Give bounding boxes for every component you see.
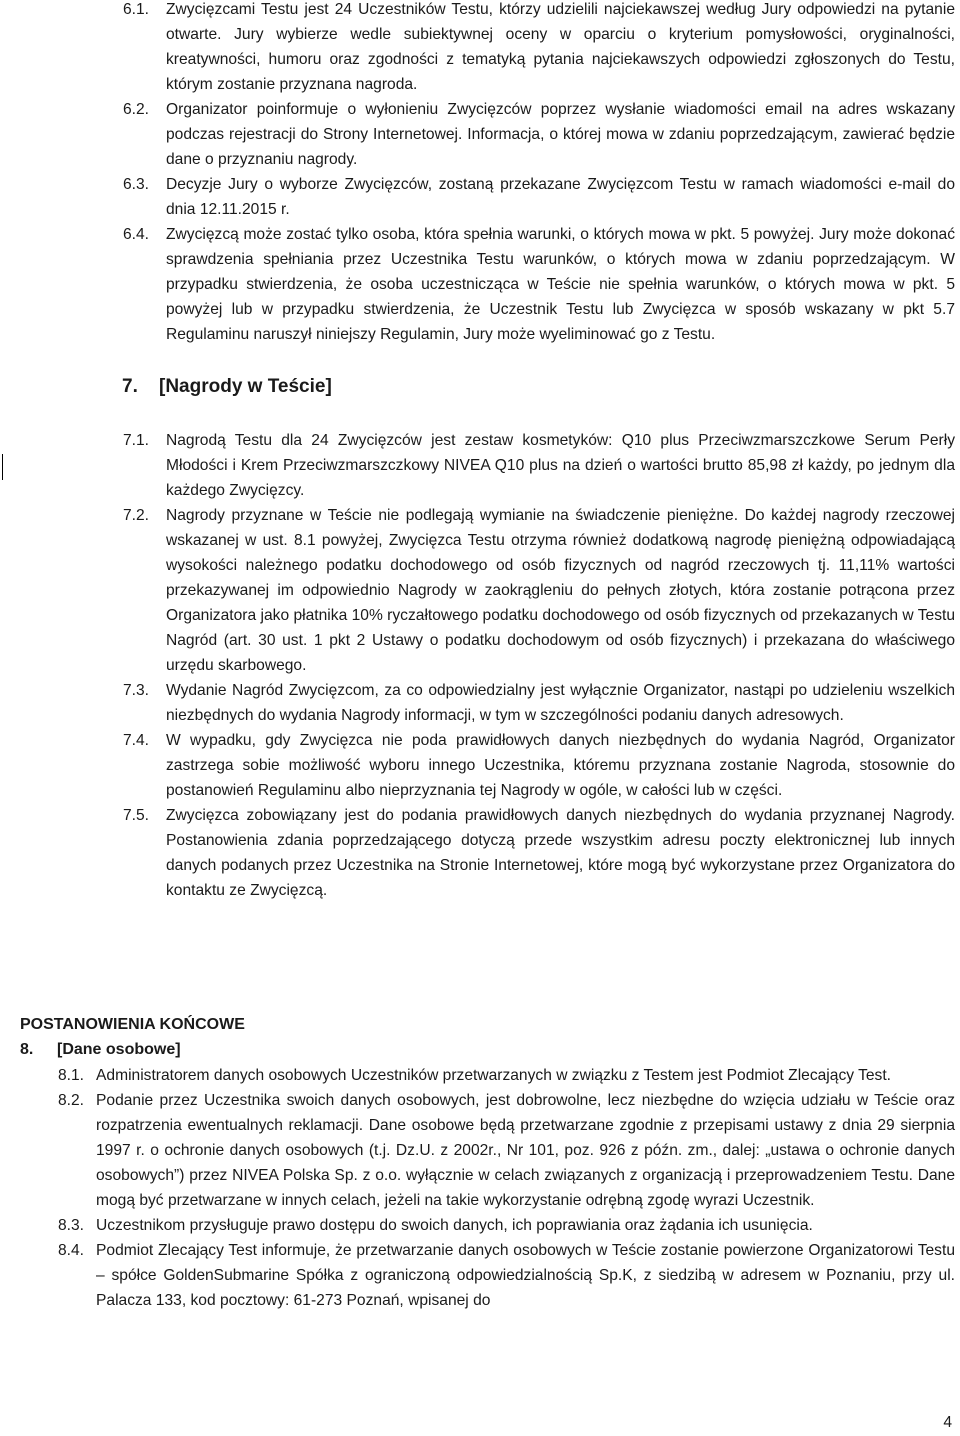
- revision-bar: [2, 454, 3, 480]
- paragraph-7-3: [123, 678, 955, 728]
- section-8: [58, 1063, 955, 1313]
- paragraph-number: 8.1.: [58, 1067, 85, 1084]
- paragraph-number: 7.2.: [123, 507, 150, 524]
- section-title: [Dane osobowe]: [57, 1041, 181, 1058]
- paragraph-text: Nagrodą Testu dla 24 Zwycięzców jest zestaw kosmetyków: Q10 plus Przeciwzmarszczkowe Serum Perły Młodości i Krem Przeciwzmarszczkowy NIVEA Q10 plus na dzień o wartości brutto 85,98 zł każdy, po jednym dla każdego Zwycięzcy.: [166, 432, 955, 499]
- paragraph-7-4: [123, 728, 955, 803]
- paragraph-text: Podanie przez Uczestnika swoich danych osobowych, jest dobrowolne, lecz niezbędne do wzięcia udziału w Teście oraz rozpatrzenia ewentualnych reklamacji. Dane osobowe będą przetwarzane zgodnie z przepisami ustawy z dnia 29 sierpnia 1997 r. o ochronie danych osobowych (t.j. Dz.U. z 2002r., Nr 101, poz. 926 z późn. zm., dalej: „ustawa o ochronie danych osobowych”) przez NIVEA Polska Sp. z o.o. wyłącznie w celach związanych z organizacją i przeprowadzeniem Testu. Dane mogą być przetwarzane w innych celach, jeżeli na takie wykorzystanie odrębną zgodę wyrazi Uczestnik.: [96, 1092, 955, 1209]
- section-number: 7.: [122, 376, 138, 397]
- paragraph-text: Administratorem danych osobowych Uczestników przetwarzanych w związku z Testem jest Podmiot Zlecający Test.: [96, 1067, 892, 1084]
- paragraph-number: 7.4.: [123, 732, 150, 749]
- paragraph-text: Podmiot Zlecający Test informuje, że przetwarzanie danych osobowych w Teście zostanie powierzone Organizatorowi Testu – spółce GoldenSubmarine Spółka z ograniczoną odpowiedzialnością Sp.K, z siedzibą w adresem w Poznaniu, przy ul. Palacza 133, kod pocztowy: 61-273 Poznań, wpisanej do: [96, 1242, 955, 1309]
- paragraph-6-4: [123, 222, 955, 347]
- paragraph-text: W wypadku, gdy Zwycięzca nie poda prawidłowych danych niezbędnych do wydania Nagród, Organizator zastrzega sobie możliwość wyboru innego Uczestnika, któremu przyznana zostanie Nagroda, stosownie do postanowień Regulaminu albo nieprzyznania tej Nagrody w ogóle, w całości lub w części.: [166, 732, 955, 799]
- section-title: [Nagrody w Teście]: [159, 376, 332, 397]
- paragraph-6-2: [123, 97, 955, 172]
- paragraph-number: 6.2.: [123, 101, 150, 118]
- paragraph-6-1: [123, 0, 955, 97]
- paragraph-number: 7.1.: [123, 432, 150, 449]
- paragraph-text: Organizator poinformuje o wyłonieniu Zwycięzców poprzez wysłanie wiadomości email na adres wskazany podczas rejestracji do Strony Internetowej. Informacja, o której mowa w zdaniu poprzedzającym, zawierać będzie dane o przyznaniu nagrody.: [166, 101, 955, 168]
- paragraph-7-2: [123, 503, 955, 678]
- section-number: 8.: [20, 1041, 34, 1058]
- page-number: 4: [943, 1414, 952, 1431]
- final-provisions-heading: POSTANOWIENIA KOŃCOWE: [20, 1016, 245, 1033]
- paragraph-7-1: [123, 428, 955, 503]
- paragraph-8-3: [58, 1213, 955, 1238]
- section-6: [123, 0, 955, 347]
- paragraph-8-1: [58, 1063, 955, 1088]
- paragraph-text: Zwycięzcami Testu jest 24 Uczestników Testu, którzy udzielili najciekawszej według Jury odpowiedzi na pytanie otwarte. Jury wybierze wedle subiektywnej oceny w oparciu o kryterium pomysłowości, oryginalności, kreatywności, humoru oraz zgodności z tematyką pytania najciekawszych odpowiedzi zgłoszonych do Testu, którym zostanie przyznana nagroda.: [166, 1, 955, 93]
- paragraph-number: 8.2.: [58, 1092, 85, 1109]
- section-7-heading: [122, 373, 332, 401]
- paragraph-text: Nagrody przyznane w Teście nie podlegają wymianie na świadczenie pieniężne. Do każdej nagrody rzeczowej wskazanej w ust. 8.1 powyżej, Zwycięzca Testu otrzyma również dodatkową nagrodę pieniężną odpowiadającą wysokości należnego podatku dochodowego od osób fizycznych od nagród rzeczowych tj. 11,11% wartości przekazywanej im odpowiednio Nagrody w zaokrągleniu do pełnych złotych, która zostanie potrącona przez Organizatora jako płatnika 10% ryczałtowego podatku dochodowego od osób fizycznych od przekazanych w Testu Nagród (art. 30 ust. 1 pkt 2 Ustawy o podatku dochodowym od osób fizycznych) i przekazana do właściwego urzędu skarbowego.: [166, 507, 955, 674]
- paragraph-text: Uczestnikom przysługuje prawo dostępu do swoich danych, ich poprawiania oraz żądania ich usunięcia.: [96, 1217, 813, 1234]
- paragraph-number: 8.4.: [58, 1242, 85, 1259]
- paragraph-number: 7.5.: [123, 807, 150, 824]
- paragraph-8-2: [58, 1088, 955, 1213]
- paragraph-text: Zwycięzca zobowiązany jest do podania prawidłowych danych niezbędnych do wydania przyznanej Nagrody. Postanowienia zdania poprzedzającego dotyczą przede wszystkim adresu poczty elektronicznej lub innych danych podanych przez Uczestnika na Stronie Internetowej, które mogą być wykorzystane przez Organizatora do kontaktu ze Zwycięzcą.: [166, 807, 955, 899]
- paragraph-number: 8.3.: [58, 1217, 85, 1234]
- paragraph-number: 7.3.: [123, 682, 150, 699]
- paragraph-number: 6.3.: [123, 176, 150, 193]
- paragraph-8-4: [58, 1238, 955, 1313]
- paragraph-number: 6.4.: [123, 226, 150, 243]
- paragraph-6-3: [123, 172, 955, 222]
- paragraph-text: Wydanie Nagród Zwycięzcom, za co odpowiedzialny jest wyłącznie Organizator, nastąpi po udzieleniu wszelkich niezbędnych do wydania Nagrody informacji, w tym w szczególności podaniu danych adresowych.: [166, 682, 955, 724]
- paragraph-text: Decyzje Jury o wyborze Zwycięzców, zostaną przekazane Zwycięzcom Testu w ramach wiadomości e-mail do dnia 12.11.2015 r.: [166, 176, 955, 218]
- section-8-heading: [20, 1037, 181, 1063]
- section-7: [123, 428, 955, 903]
- paragraph-text: Zwycięzcą może zostać tylko osoba, która spełnia warunki, o których mowa w pkt. 5 powyżej. Jury może dokonać sprawdzenia spełniania przez Uczestnika Testu warunków, o których mowa w zdaniu poprzedzającym. W przypadku stwierdzenia, że osoba uczestnicząca w Teście nie spełnia warunków, o których mowa w pkt. 5 powyżej lub w przypadku stwierdzenia, że Uczestnik Testu lub Zwycięzca w sposób wskazany w pkt 5.7 Regulaminu naruszył niniejszy Regulamin, Jury może wyeliminować go z Testu.: [166, 226, 955, 343]
- paragraph-number: 6.1.: [123, 1, 150, 18]
- paragraph-7-5: [123, 803, 955, 903]
